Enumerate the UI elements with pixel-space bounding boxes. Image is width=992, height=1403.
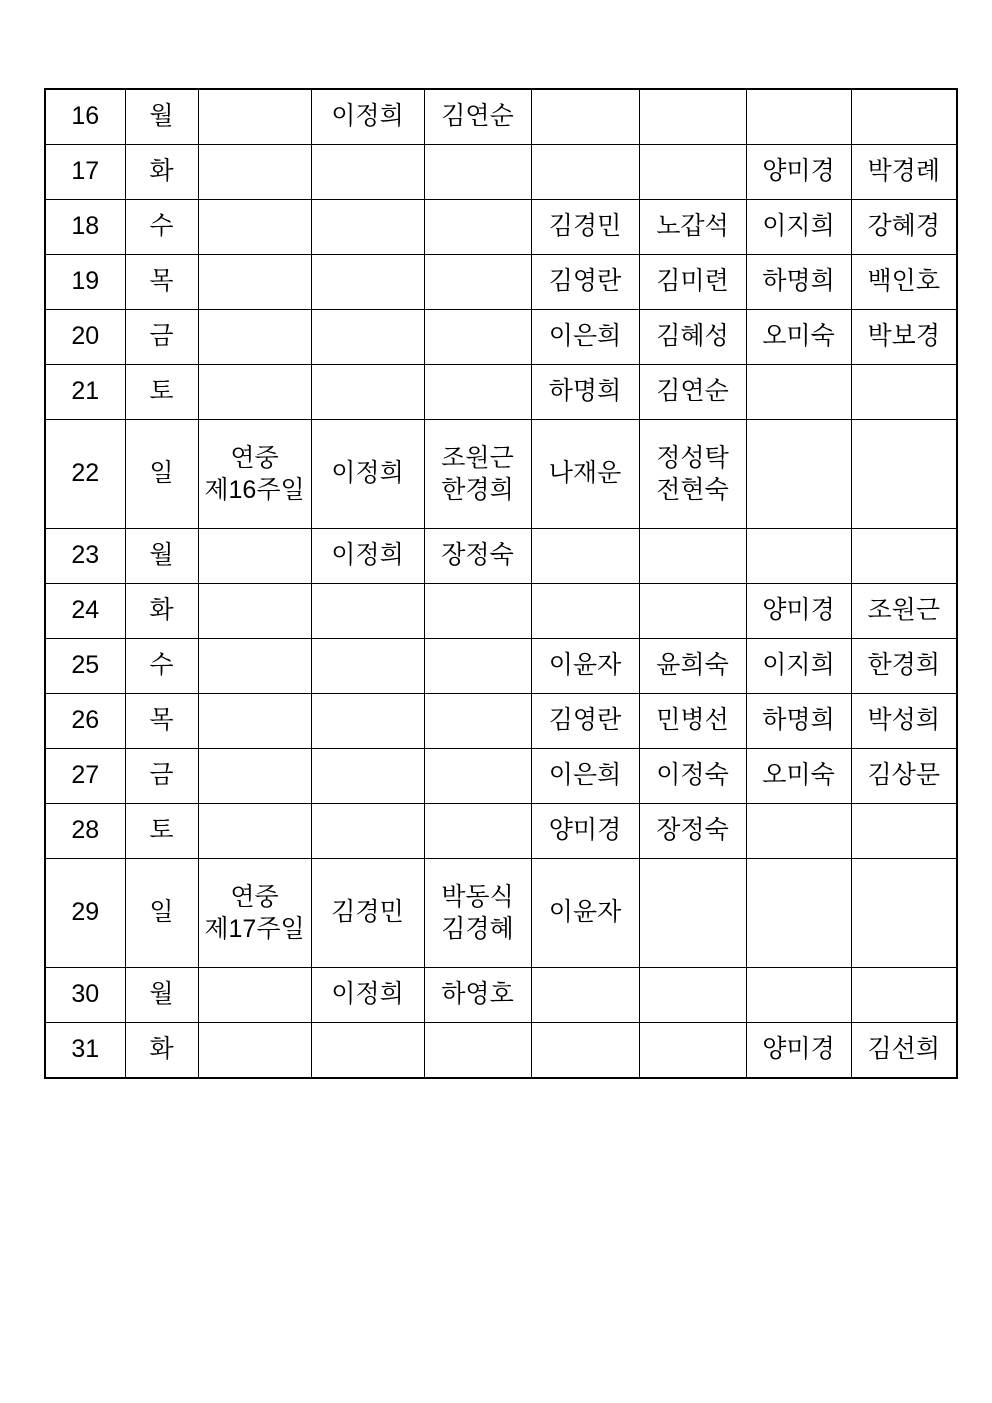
cell-note [198,89,311,145]
cell-name-5: 오미숙 [746,310,851,365]
cell-name-5 [746,365,851,420]
table-row [45,200,957,255]
cell-day: 25 [45,639,125,694]
table-row [45,694,957,749]
cell-name-2 [424,365,531,420]
table-row [45,310,957,365]
cell-name-3: 김경민 [531,200,639,255]
cell-name-6: 박보경 [851,310,957,365]
cell-name-1: 이정희 [311,89,424,145]
cell-note [198,859,311,968]
cell-dow: 목 [125,694,198,749]
cell-name-1 [311,639,424,694]
cell-name-5 [746,529,851,584]
cell-day: 23 [45,529,125,584]
cell-name-2 [424,584,531,639]
cell-name-3: 양미경 [531,804,639,859]
cell-note [198,529,311,584]
cell-dow: 수 [125,200,198,255]
table-row [45,1023,957,1079]
cell-day: 29 [45,859,125,968]
cell-name-6 [851,968,957,1023]
cell-name-3 [531,584,639,639]
cell-dow: 수 [125,639,198,694]
cell-name-3 [531,89,639,145]
cell-dow: 화 [125,145,198,200]
cell-name-4 [639,859,746,968]
cell-name-2: 장정숙 [424,529,531,584]
cell-name-4 [639,584,746,639]
cell-day: 24 [45,584,125,639]
cell-name-3 [531,1023,639,1079]
cell-name-1 [311,145,424,200]
cell-name-6 [851,365,957,420]
cell-note [198,255,311,310]
cell-name-4 [639,145,746,200]
cell-name-4: 노갑석 [639,200,746,255]
table-row [45,639,957,694]
cell-name-6 [851,420,957,529]
table-row [45,255,957,310]
cell-name-6: 백인호 [851,255,957,310]
cell-day: 22 [45,420,125,529]
schedule-table-body [45,89,957,1078]
cell-name-2 [424,639,531,694]
cell-name-2-line: 김경혜 [441,915,514,943]
cell-name-2: 김연순 [424,89,531,145]
cell-name-2 [424,310,531,365]
table-row [45,859,957,968]
table-row [45,529,957,584]
table-row [45,749,957,804]
cell-name-4: 윤희숙 [639,639,746,694]
cell-name-4 [639,529,746,584]
cell-name-6 [851,804,957,859]
cell-name-6: 한경희 [851,639,957,694]
cell-name-4 [639,1023,746,1079]
cell-note [198,420,311,529]
cell-name-6: 조원근 [851,584,957,639]
cell-note [198,1023,311,1079]
cell-day: 18 [45,200,125,255]
cell-name-4: 이정숙 [639,749,746,804]
cell-dow: 목 [125,255,198,310]
cell-name-1 [311,804,424,859]
cell-dow: 화 [125,584,198,639]
cell-day: 30 [45,968,125,1023]
cell-note-line: 연중 [230,882,279,911]
cell-note [198,365,311,420]
cell-dow: 화 [125,1023,198,1079]
cell-name-1 [311,365,424,420]
cell-name-3: 김영란 [531,255,639,310]
cell-dow: 월 [125,968,198,1023]
table-row [45,145,957,200]
table-row [45,420,957,529]
table-row [45,365,957,420]
cell-name-2 [424,255,531,310]
cell-name-4 [639,968,746,1023]
cell-name-2 [424,804,531,859]
cell-name-1 [311,694,424,749]
cell-dow: 월 [125,89,198,145]
cell-dow: 일 [125,859,198,968]
cell-name-1 [311,749,424,804]
cell-name-5: 양미경 [746,584,851,639]
cell-name-1: 이정희 [311,968,424,1023]
cell-name-2-line: 박동식 [441,882,514,911]
cell-name-2 [424,200,531,255]
cell-name-1: 이정희 [311,420,424,529]
cell-name-3 [531,145,639,200]
cell-name-6 [851,89,957,145]
cell-dow: 토 [125,804,198,859]
cell-name-1 [311,584,424,639]
cell-name-6: 박경례 [851,145,957,200]
cell-dow: 일 [125,420,198,529]
cell-note [198,694,311,749]
cell-name-3: 이은희 [531,310,639,365]
cell-dow: 금 [125,310,198,365]
cell-name-3: 나재운 [531,420,639,529]
cell-name-3 [531,529,639,584]
cell-day: 28 [45,804,125,859]
cell-name-1 [311,1023,424,1079]
cell-name-4: 장정숙 [639,804,746,859]
cell-name-3: 이은희 [531,749,639,804]
cell-name-2: 하영호 [424,968,531,1023]
cell-name-5: 하명희 [746,694,851,749]
cell-day: 20 [45,310,125,365]
cell-name-5 [746,859,851,968]
cell-name-4-line: 전현숙 [656,476,729,504]
cell-name-6: 김선희 [851,1023,957,1079]
cell-name-4: 김혜성 [639,310,746,365]
cell-name-2 [424,145,531,200]
cell-note [198,310,311,365]
cell-name-4: 김미련 [639,255,746,310]
cell-name-1 [311,310,424,365]
cell-name-2 [424,420,531,529]
cell-name-5: 오미숙 [746,749,851,804]
cell-name-2 [424,859,531,968]
cell-day: 19 [45,255,125,310]
cell-note [198,749,311,804]
cell-name-3: 이윤자 [531,859,639,968]
cell-name-1: 이정희 [311,529,424,584]
cell-name-1 [311,200,424,255]
cell-name-6: 강혜경 [851,200,957,255]
cell-day: 31 [45,1023,125,1079]
cell-note [198,804,311,859]
cell-name-2 [424,749,531,804]
cell-dow: 토 [125,365,198,420]
cell-name-3: 하명희 [531,365,639,420]
cell-name-6 [851,529,957,584]
cell-note [198,145,311,200]
table-row [45,804,957,859]
cell-note [198,200,311,255]
cell-name-4-line: 정성탁 [656,443,729,472]
table-row [45,968,957,1023]
cell-name-5 [746,968,851,1023]
cell-day: 16 [45,89,125,145]
cell-note-line: 연중 [230,443,279,472]
cell-name-2 [424,694,531,749]
cell-name-5 [746,89,851,145]
cell-name-5: 양미경 [746,145,851,200]
cell-name-4 [639,420,746,529]
cell-name-5: 이지희 [746,639,851,694]
table-row [45,89,957,145]
cell-day: 26 [45,694,125,749]
cell-day: 27 [45,749,125,804]
cell-day: 21 [45,365,125,420]
cell-name-6 [851,859,957,968]
cell-name-4: 민병선 [639,694,746,749]
cell-dow: 월 [125,529,198,584]
cell-name-2 [424,1023,531,1079]
cell-name-5 [746,420,851,529]
cell-name-6: 김상문 [851,749,957,804]
cell-note [198,584,311,639]
cell-name-5: 이지희 [746,200,851,255]
cell-name-3: 김영란 [531,694,639,749]
cell-note-line: 제17주일 [204,915,305,943]
cell-name-3 [531,968,639,1023]
cell-note [198,968,311,1023]
cell-name-2-line: 한경희 [441,476,514,504]
schedule-table [44,88,958,1079]
cell-note-line: 제16주일 [204,476,305,504]
cell-name-4 [639,89,746,145]
cell-name-2-line: 조원근 [441,443,514,472]
table-row [45,584,957,639]
cell-name-5 [746,804,851,859]
cell-name-1: 김경민 [311,859,424,968]
cell-dow: 금 [125,749,198,804]
cell-name-5: 양미경 [746,1023,851,1079]
cell-day: 17 [45,145,125,200]
cell-name-3: 이윤자 [531,639,639,694]
cell-note [198,639,311,694]
cell-name-1 [311,255,424,310]
cell-name-4: 김연순 [639,365,746,420]
cell-name-5: 하명희 [746,255,851,310]
cell-name-6: 박성희 [851,694,957,749]
